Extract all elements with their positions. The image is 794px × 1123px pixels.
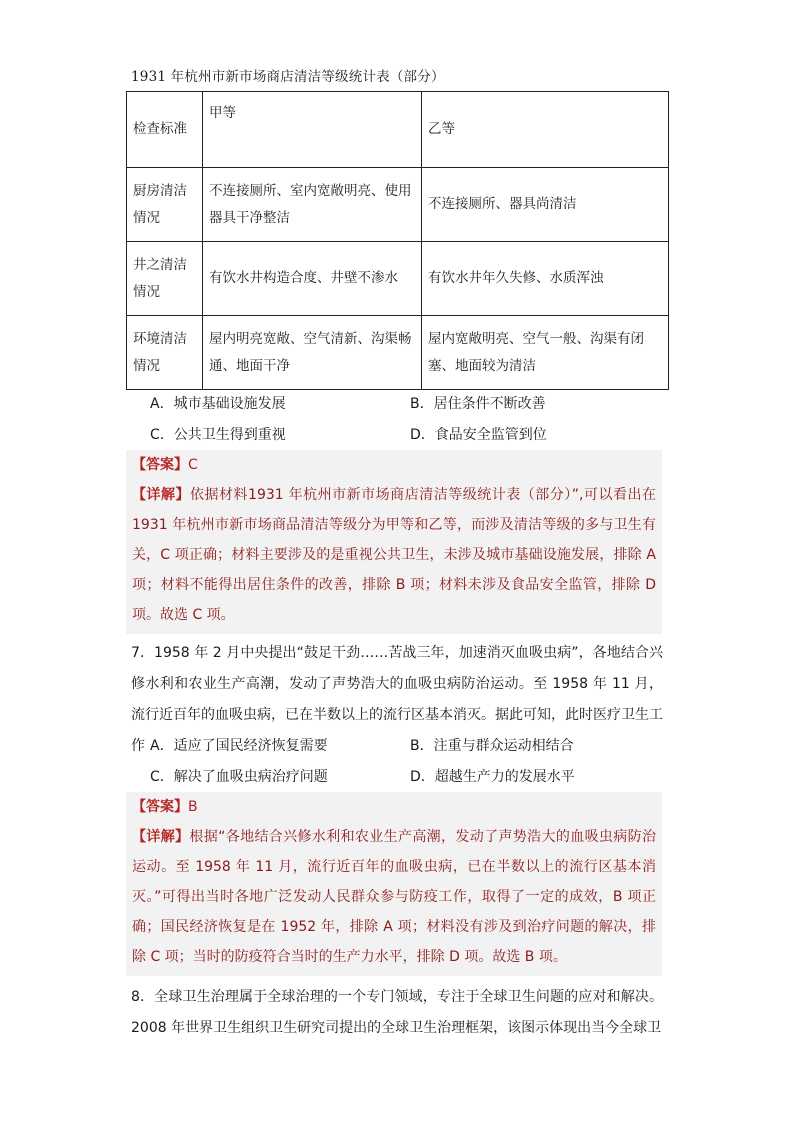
table-row bbox=[127, 168, 669, 242]
table-caption: 1931 年杭州市新市场商店清洁等级统计表（部分） bbox=[131, 69, 445, 85]
answer-value: B bbox=[188, 799, 198, 815]
q7-options-row-1 bbox=[150, 735, 574, 755]
q7-option-d[interactable]: D．超越生产力的发展水平 bbox=[410, 769, 575, 785]
answer-label: 【答案】 bbox=[132, 457, 188, 473]
q7-answer-line bbox=[126, 792, 662, 822]
detail-text: 依据材料1931 年杭州市新市场商店清洁等级统计表（部分）”,可以看出在 1931 年杭州市新市场商品清洁等级分为甲等和乙等，而涉及清洁等级的多与卫生有关，C 项正确；材料主要涉及的是重视公共卫生，未涉及城市基础设施发展，排除 A 项；材料不能得出居住条件的改善，排除 B 项；材料未涉及食品安全监管，排除 D 项。故选 C 项。 bbox=[132, 487, 657, 623]
answer-label: 【答案】 bbox=[132, 799, 188, 815]
q6-options-row-2 bbox=[150, 424, 547, 444]
table-row bbox=[127, 242, 669, 316]
answer-value: C bbox=[188, 457, 198, 473]
q7-stem: 7．1958 年 2 月中央提出“鼓足干劲……苦战三年，加速消灭血吸虫病”，各地结合兴修水利和农业生产高潮，发动了声势浩大的血吸虫病防治运动。至 1958 年 11 月，流行近百年的血吸虫病，已在半数以上的流行区基本消灭。据此可知，此时医疗卫生工作 bbox=[131, 645, 663, 754]
table-row bbox=[127, 316, 669, 390]
detail-label: 【详解】 bbox=[132, 487, 191, 503]
grade-a-cell: 屋内明亮宽敞、空气清新、沟渠畅通、地面干净 bbox=[203, 316, 422, 390]
header-cell-grade-b: 乙等 bbox=[422, 92, 669, 168]
q6-answer-box bbox=[126, 450, 662, 634]
row-label: 环境清洁情况 bbox=[127, 316, 203, 390]
header-cell-grade-a: 甲等 bbox=[203, 92, 422, 168]
detail-text: 根据“各地结合兴修水利和农业生产高潮，发动了声势浩大的血吸虫病防治运动。至 1958 年 11 月，流行近百年的血吸虫病，已在半数以上的流行区基本消灭。”可得出当时各地广泛发动人民群众参与防疫工作，取得了一定的成效，B 项正确；国民经济恢复是在 1952 年，排除 A 项；材料没有涉及到治疗问题的解决，排除 C 项；当时的防疫符合当时的生产力水平，排除 D 项。故选 B 项。 bbox=[132, 829, 656, 965]
grade-a-cell: 不连接厕所、室内宽敞明亮、使用器具干净整洁 bbox=[203, 168, 422, 242]
q7-detail bbox=[126, 822, 662, 972]
q7-answer-box bbox=[126, 792, 662, 976]
q7-options-row-2 bbox=[150, 766, 575, 786]
q6-option-d[interactable]: D．食品安全监管到位 bbox=[410, 427, 547, 443]
cleanliness-grade-table bbox=[126, 91, 669, 390]
q6-detail bbox=[126, 480, 662, 630]
grade-b-cell: 屋内宽敞明亮、空气一般、沟渠有闭塞、地面较为清洁 bbox=[422, 316, 669, 390]
q6-answer-line bbox=[126, 450, 662, 480]
table-header-row bbox=[127, 92, 669, 168]
grade-b-cell: 有饮水井年久失修、水质浑浊 bbox=[422, 242, 669, 316]
row-label: 厨房清洁情况 bbox=[127, 168, 203, 242]
q7-option-b[interactable]: B．注重与群众运动相结合 bbox=[410, 738, 574, 754]
grade-a-cell: 有饮水井构造合度、井壁不渗水 bbox=[203, 242, 422, 316]
q6-option-c[interactable]: C．公共卫生得到重视 bbox=[150, 427, 286, 443]
q7-option-a[interactable]: A．适应了国民经济恢复需要 bbox=[150, 738, 328, 754]
grade-b-cell: 不连接厕所、器具尚清洁 bbox=[422, 168, 669, 242]
detail-label: 【详解】 bbox=[132, 829, 190, 845]
q7-option-c[interactable]: C．解决了血吸虫病治疗问题 bbox=[150, 769, 328, 785]
row-label: 井之清洁情况 bbox=[127, 242, 203, 316]
q6-option-a[interactable]: A．城市基础设施发展 bbox=[150, 396, 286, 412]
q6-option-b[interactable]: B．居住条件不断改善 bbox=[410, 396, 546, 412]
q6-options-row-1 bbox=[150, 393, 546, 413]
q8-stem: 8．全球卫生治理属于全球治理的一个专门领域，专注于全球卫生问题的应对和解决。2008 年世界卫生组织卫生研究司提出的全球卫生治理框架，该图示体现出当今全球卫 bbox=[131, 989, 663, 1036]
header-cell-standard: 检查标准 bbox=[127, 92, 203, 168]
